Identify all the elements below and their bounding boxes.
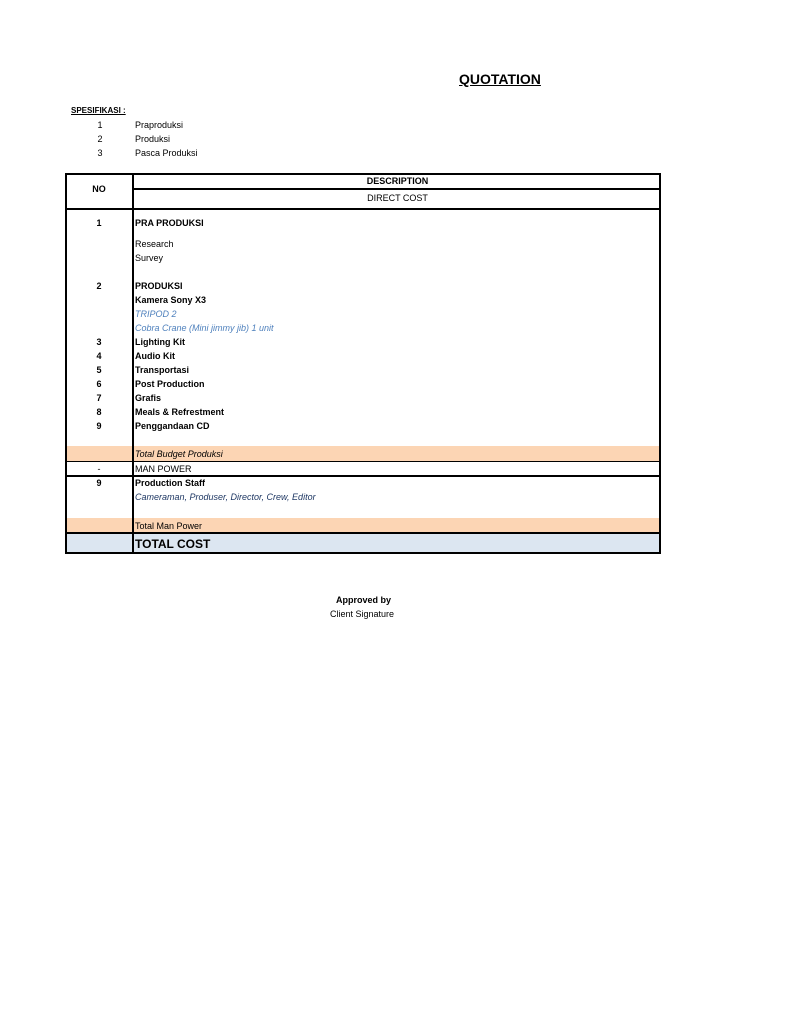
staff-detail: Cameraman, Produser, Director, Crew, Editor xyxy=(135,492,316,502)
row-no: 4 xyxy=(96,351,102,361)
total-cost-label: TOTAL COST xyxy=(135,537,211,551)
row-no: 6 xyxy=(96,379,102,389)
row-desc: Penggandaan CD xyxy=(135,421,210,431)
header-divider xyxy=(132,188,661,190)
spec-item-text: Praproduksi xyxy=(135,120,184,130)
row-desc: PRODUKSI xyxy=(135,281,183,291)
staff-no: 9 xyxy=(96,478,102,488)
row-no: 5 xyxy=(96,365,102,375)
row-desc: Meals & Refrestment xyxy=(135,407,225,417)
total-budget-label: Total Budget Produksi xyxy=(135,449,223,459)
row-no: 8 xyxy=(96,407,102,417)
row-no: 7 xyxy=(96,393,102,403)
spec-item-text: Pasca Produksi xyxy=(135,148,198,158)
total-man-power-label: Total Man Power xyxy=(135,521,203,531)
row-desc: Lighting Kit xyxy=(135,337,185,347)
spec-item-no: 1 xyxy=(97,120,103,130)
direct-cost-header: DIRECT COST xyxy=(367,193,428,203)
page-title: QUOTATION xyxy=(459,71,541,87)
spec-item-no: 3 xyxy=(97,148,103,158)
row-desc: Grafis xyxy=(135,393,162,403)
row-desc: Research xyxy=(135,239,174,249)
quotation-table xyxy=(65,173,661,554)
row-no: 2 xyxy=(96,281,102,291)
row-desc: Kamera Sony X3 xyxy=(135,295,207,305)
spec-item-no: 2 xyxy=(97,134,103,144)
approved-by-label: Approved by xyxy=(336,595,392,605)
staff-label: Production Staff xyxy=(135,478,205,488)
man-power-no: - xyxy=(97,464,101,474)
row-no: 3 xyxy=(96,337,102,347)
row-desc: Transportasi xyxy=(135,365,190,375)
spec-item-text: Produksi xyxy=(135,134,171,144)
row-desc: Survey xyxy=(135,253,164,263)
col-no-header: NO xyxy=(92,184,106,194)
col-desc-header: DESCRIPTION xyxy=(366,176,429,186)
man-power-label: MAN POWER xyxy=(135,464,192,474)
row-desc: Cobra Crane (Mini jimmy jib) 1 unit xyxy=(135,323,274,333)
spec-label: SPESIFIKASI : xyxy=(71,106,126,115)
row-desc: PRA PRODUKSI xyxy=(135,218,204,228)
row-desc: TRIPOD 2 xyxy=(135,309,177,319)
row-desc: Audio Kit xyxy=(135,351,175,361)
row-no: 9 xyxy=(96,421,102,431)
client-signature-label: Client Signature xyxy=(330,609,395,619)
row-desc: Post Production xyxy=(135,379,205,389)
header-bottom-line xyxy=(65,208,661,210)
row-no: 1 xyxy=(96,218,102,228)
